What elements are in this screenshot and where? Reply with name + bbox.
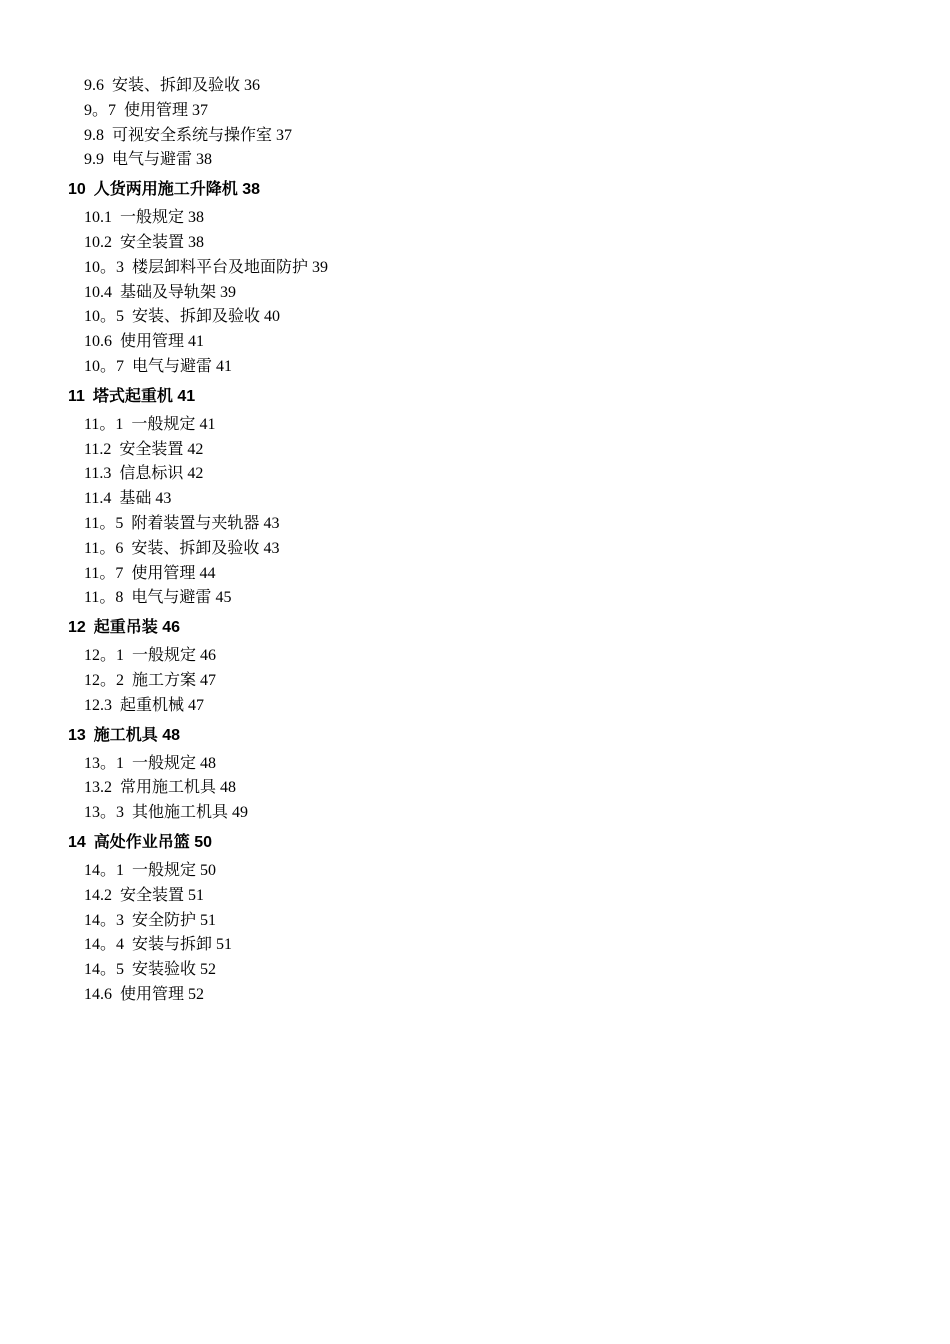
toc-entry — [68, 413, 888, 438]
toc-entry-page: 50 — [200, 861, 217, 879]
toc-entry-number: 14。4 — [84, 936, 125, 954]
toc-entry-title: 安全装置 — [120, 886, 185, 904]
toc-entry — [68, 74, 888, 99]
toc-entry — [68, 206, 888, 231]
toc-entry-title: 安全装置 — [119, 440, 184, 458]
toc-entry — [68, 586, 888, 611]
toc-entry-page: 47 — [200, 671, 217, 689]
toc-entry-page: 38 — [242, 181, 261, 199]
toc-entry — [68, 330, 888, 355]
toc-entry — [68, 801, 888, 826]
toc-entry-page: 38 — [188, 209, 205, 227]
toc-entry-number: 14 — [68, 833, 86, 851]
toc-entry-page: 46 — [162, 619, 181, 637]
toc-entry — [68, 512, 888, 537]
toc-entry — [68, 859, 888, 884]
toc-entry-number: 10。5 — [84, 308, 125, 326]
toc-entry-title: 可视安全系统与操作室 — [112, 126, 273, 144]
toc-entry-number: 12.3 — [84, 696, 112, 714]
toc-entry-page: 36 — [244, 77, 261, 94]
toc-entry-number: 9.9 — [84, 151, 104, 169]
toc-entry-page: 47 — [188, 696, 205, 714]
toc-entry-number: 14。3 — [84, 911, 125, 929]
toc-entry-number: 10.2 — [84, 233, 112, 251]
toc-entry-page: 45 — [215, 589, 232, 607]
toc-entry-title: 施工方案 — [132, 671, 197, 689]
toc-entry-page: 40 — [264, 308, 281, 326]
toc-entry — [68, 884, 888, 909]
toc-entry-number: 11.3 — [84, 465, 112, 483]
toc-entry-page: 52 — [200, 961, 217, 979]
toc-entry-page: 37 — [276, 126, 293, 144]
table-of-contents — [68, 74, 888, 1008]
toc-entry-number: 9。7 — [84, 101, 117, 119]
toc-entry-title: 起重吊装 — [93, 619, 158, 637]
toc-entry — [68, 562, 888, 587]
toc-entry-title: 安装与拆卸 — [132, 936, 213, 954]
toc-entry-title: 使用管理 — [120, 985, 185, 1003]
toc-entry-number: 9.8 — [84, 126, 104, 144]
toc-entry-title: 电气与避雷 — [132, 357, 213, 375]
toc-entry-title: 使用管理 — [120, 333, 185, 351]
toc-entry — [68, 355, 888, 380]
toc-entry — [68, 462, 888, 487]
toc-entry-title: 一般规定 — [132, 861, 197, 879]
toc-entry-title: 人货两用施工升降机 — [93, 181, 238, 199]
toc-entry-title: 电气与避雷 — [131, 589, 212, 607]
toc-entry-page: 42 — [187, 440, 204, 458]
toc-chapter-heading — [68, 832, 888, 854]
toc-entry-page: 42 — [187, 465, 204, 483]
toc-entry-title: 常用施工机具 — [120, 779, 217, 797]
toc-entry-number: 13。3 — [84, 804, 125, 822]
toc-entry-number: 13。1 — [84, 754, 125, 772]
toc-entry-title: 起重机械 — [120, 696, 185, 714]
toc-entry-title: 基础及导轨架 — [120, 283, 217, 301]
toc-entry-page: 38 — [188, 233, 205, 251]
toc-entry — [68, 644, 888, 669]
toc-entry-title: 一般规定 — [120, 209, 185, 227]
toc-entry-title: 使用管理 — [131, 564, 196, 582]
toc-entry-page: 41 — [216, 357, 233, 375]
toc-entry-number: 10。7 — [84, 357, 125, 375]
toc-entry-number: 11。8 — [84, 589, 124, 607]
toc-entry — [68, 99, 888, 124]
toc-entry-page: 38 — [196, 151, 213, 169]
toc-entry-number: 11。1 — [84, 415, 124, 433]
toc-entry-number: 12。1 — [84, 647, 125, 665]
toc-entry-title: 使用管理 — [124, 101, 189, 119]
toc-entry-number: 13 — [68, 726, 86, 744]
toc-entry-title: 信息标识 — [119, 465, 184, 483]
toc-entry-page: 51 — [188, 886, 205, 904]
toc-entry-title: 安装验收 — [132, 961, 197, 979]
toc-entry-title: 安装、拆卸及验收 — [132, 308, 261, 326]
toc-entry-number: 11 — [68, 387, 85, 405]
toc-entry — [68, 669, 888, 694]
toc-entry-title: 其他施工机具 — [132, 804, 229, 822]
toc-entry-title: 一般规定 — [132, 754, 197, 772]
toc-entry-page: 41 — [199, 415, 216, 433]
toc-entry-title: 塔式起重机 — [92, 387, 173, 405]
toc-entry-number: 12。2 — [84, 671, 125, 689]
toc-entry-title: 安装、拆卸及验收 — [112, 77, 241, 94]
toc-entry-number: 11。7 — [84, 564, 124, 582]
toc-entry — [68, 148, 888, 173]
toc-entry-title: 安全装置 — [120, 233, 185, 251]
toc-entry-page: 46 — [200, 647, 217, 665]
toc-entry-title: 一般规定 — [132, 647, 197, 665]
toc-entry-number: 10.4 — [84, 283, 112, 301]
toc-entry-page: 43 — [155, 490, 172, 508]
toc-entry — [68, 958, 888, 983]
toc-entry-page: 39 — [220, 283, 237, 301]
toc-entry-number: 14.2 — [84, 886, 112, 904]
toc-chapter-heading — [68, 179, 888, 201]
toc-entry-page: 51 — [216, 936, 233, 954]
toc-entry — [68, 776, 888, 801]
toc-entry-title: 安全防护 — [132, 911, 197, 929]
toc-entry — [68, 487, 888, 512]
toc-entry-page: 51 — [200, 911, 217, 929]
toc-entry-number: 11。5 — [84, 514, 124, 532]
toc-entry-number: 10。3 — [84, 258, 125, 276]
toc-entry — [68, 231, 888, 256]
toc-entry-page: 48 — [220, 779, 237, 797]
toc-entry-title: 高处作业吊篮 — [93, 833, 190, 851]
toc-entry-title: 电气与避雷 — [112, 151, 193, 169]
toc-entry — [68, 537, 888, 562]
toc-entry-page: 41 — [177, 387, 196, 405]
toc-entry — [68, 124, 888, 149]
toc-entry-number: 10.6 — [84, 333, 112, 351]
toc-entry-number: 10 — [68, 181, 86, 199]
toc-entry-number: 10.1 — [84, 209, 112, 227]
toc-entry-number: 11.4 — [84, 490, 112, 508]
toc-entry — [68, 983, 888, 1008]
toc-entry — [68, 438, 888, 463]
toc-entry-title: 楼层卸料平台及地面防护 — [132, 258, 309, 276]
toc-entry-page: 48 — [162, 726, 181, 744]
toc-entry — [68, 281, 888, 306]
toc-entry-number: 11。6 — [84, 539, 124, 557]
toc-entry — [68, 256, 888, 281]
toc-entry-page: 39 — [312, 258, 329, 276]
toc-entry — [68, 752, 888, 777]
toc-entry — [68, 694, 888, 719]
toc-entry-page: 43 — [263, 514, 280, 532]
toc-entry-page: 37 — [192, 101, 209, 119]
toc-entry-page: 50 — [194, 833, 213, 851]
toc-entry-number: 12 — [68, 619, 86, 637]
toc-entry-page: 41 — [188, 333, 205, 351]
toc-entry-number: 13.2 — [84, 779, 112, 797]
toc-entry-title: 附着装置与夹轨器 — [131, 514, 260, 532]
toc-entry-page: 43 — [263, 539, 280, 557]
toc-entry — [68, 909, 888, 934]
toc-entry — [68, 305, 888, 330]
toc-entry-number: 9.6 — [84, 77, 104, 94]
toc-entry-number: 14。5 — [84, 961, 125, 979]
toc-entry-number: 11.2 — [84, 440, 112, 458]
toc-entry-page: 52 — [188, 985, 205, 1003]
toc-entry-number: 14.6 — [84, 985, 112, 1003]
toc-entry-page: 44 — [199, 564, 216, 582]
toc-chapter-heading — [68, 617, 888, 639]
toc-entry-page: 49 — [232, 804, 249, 822]
toc-entry-page: 48 — [200, 754, 217, 772]
toc-chapter-heading — [68, 725, 888, 747]
toc-entry — [68, 933, 888, 958]
toc-entry-title: 一般规定 — [131, 415, 196, 433]
toc-entry-number: 14。1 — [84, 861, 125, 879]
toc-entry-title: 安装、拆卸及验收 — [131, 539, 260, 557]
toc-entry-title: 施工机具 — [93, 726, 158, 744]
toc-entry-title: 基础 — [119, 490, 152, 508]
toc-chapter-heading — [68, 386, 888, 408]
